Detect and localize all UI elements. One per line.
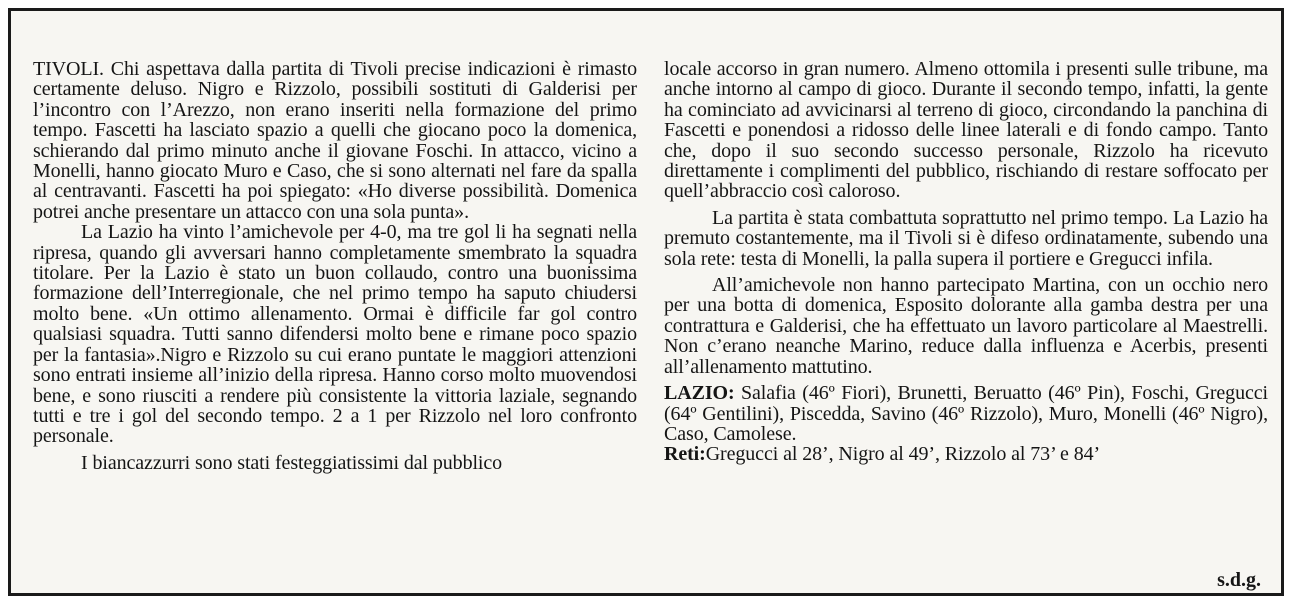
article-paragraph: locale accorso in gran numero. Almeno ottomila i presenti sulle tribune, ma anche intorno al campo di gioco. Durante il secondo tempo, infatti, la gente ha cominciato ad avvicinarsi al terreno di gioco, circondando la panchina di Fascetti e ponendosi a ridosso delle linee laterali e di fondo campo. Tanto che, dopo il suo secondo successo personale, Rizzolo ha ricevuto direttamente i complimenti del pubblico, rischiando di restare soffocato per quell’abbraccio così caloroso. [664,58,1268,203]
article-paragraph: La Lazio ha vinto l’amichevole per 4-0, ma tre gol li ha segnati nella ripresa, quando gli avversari hanno completamente smembrato la squadra titolare. Per la Lazio è stato un buon collaudo, contro una buonissima formazione dell’Interregionale, che nel primo tempo ha saputo chiudersi molto bene. «Un ottimo allenamento. Ormai è difficile far gol contro qualsiasi squadra. Tutti sanno difendersi molto bene e rimane poco spazio per la fantasia».Nigro e Rizzolo su cui erano puntate le maggiori attenzioni sono entrati insieme all’inizio della ripresa. Hanno corso molto muovendosi bene, e sono riusciti a rendere più consistente la vittoria laziale, segnando tutti e tre i gol del secondo tempo. 2 a 1 per Rizzolo nel loro confronto personale. [33,221,637,448]
lineup-text: Salafia (46º Fiori), Brunetti, Beruatto (46º Pin), Foschi, Gregucci (64º Gentilini), Piscedda, Savino (46º Rizzolo), Muro, Monelli (46º Nigro), Caso, Camolese. [664,382,1268,445]
goals-paragraph [664,444,1268,464]
article-paragraph: All’amichevole non hanno partecipato Martina, con un occhio nero per una botta di domenica, Esposito dolorante alla gamba destra per una contrattura e Galderisi, che ha effettuato un lavoro particolare al Maestrelli. Non c’erano neanche Marino, reduce dalla influenza e Acerbis, presenti all’allenamento mattutino. [664,274,1268,378]
goals-text: Gregucci al 28’, Nigro al 49’, Rizzolo al 73’ e 84’ [705,443,1101,466]
lineup-label: LAZIO: [664,382,735,405]
article-column-left [33,59,637,473]
article-paragraph: I biancazzurri sono stati festeggiatissimi dal pubblico [81,451,503,474]
article-paragraph: TIVOLI. Chi aspettava dalla partita di Tivoli precise indicazioni è rimasto certamente deluso. Nigro e Rizzolo, possibili sostituti di Galderisi per l’incontro con l’Arezzo, non erano inseriti nella formazione del primo tempo. Fascetti ha lasciato spazio a quelli che giocano poco la domenica, schierando dal primo minuto anche il giovane Foschi. In attacco, vicino a Monelli, hanno giocato Muro e Caso, che si sono alternati nel fare da spalla al centravanti. Fascetti ha poi spiegato: «Ho diverse possibilità. Domenica potrei anche presentare un attacco con una sola punta». [33,58,637,223]
goals-label: Reti: [664,443,706,466]
lineup-paragraph [664,383,1268,444]
article-paragraph: La partita è stata combattuta soprattutto nel primo tempo. La Lazio ha premuto costantemente, ma il Tivoli si è difeso ordinatamente, subendo una sola rete: testa di Monelli, la palla supera il portiere e Gregucci infila. [664,206,1268,270]
author-signature: s.d.g. [1217,569,1261,591]
newspaper-clipping [8,8,1284,596]
article-column-right [664,59,1268,465]
